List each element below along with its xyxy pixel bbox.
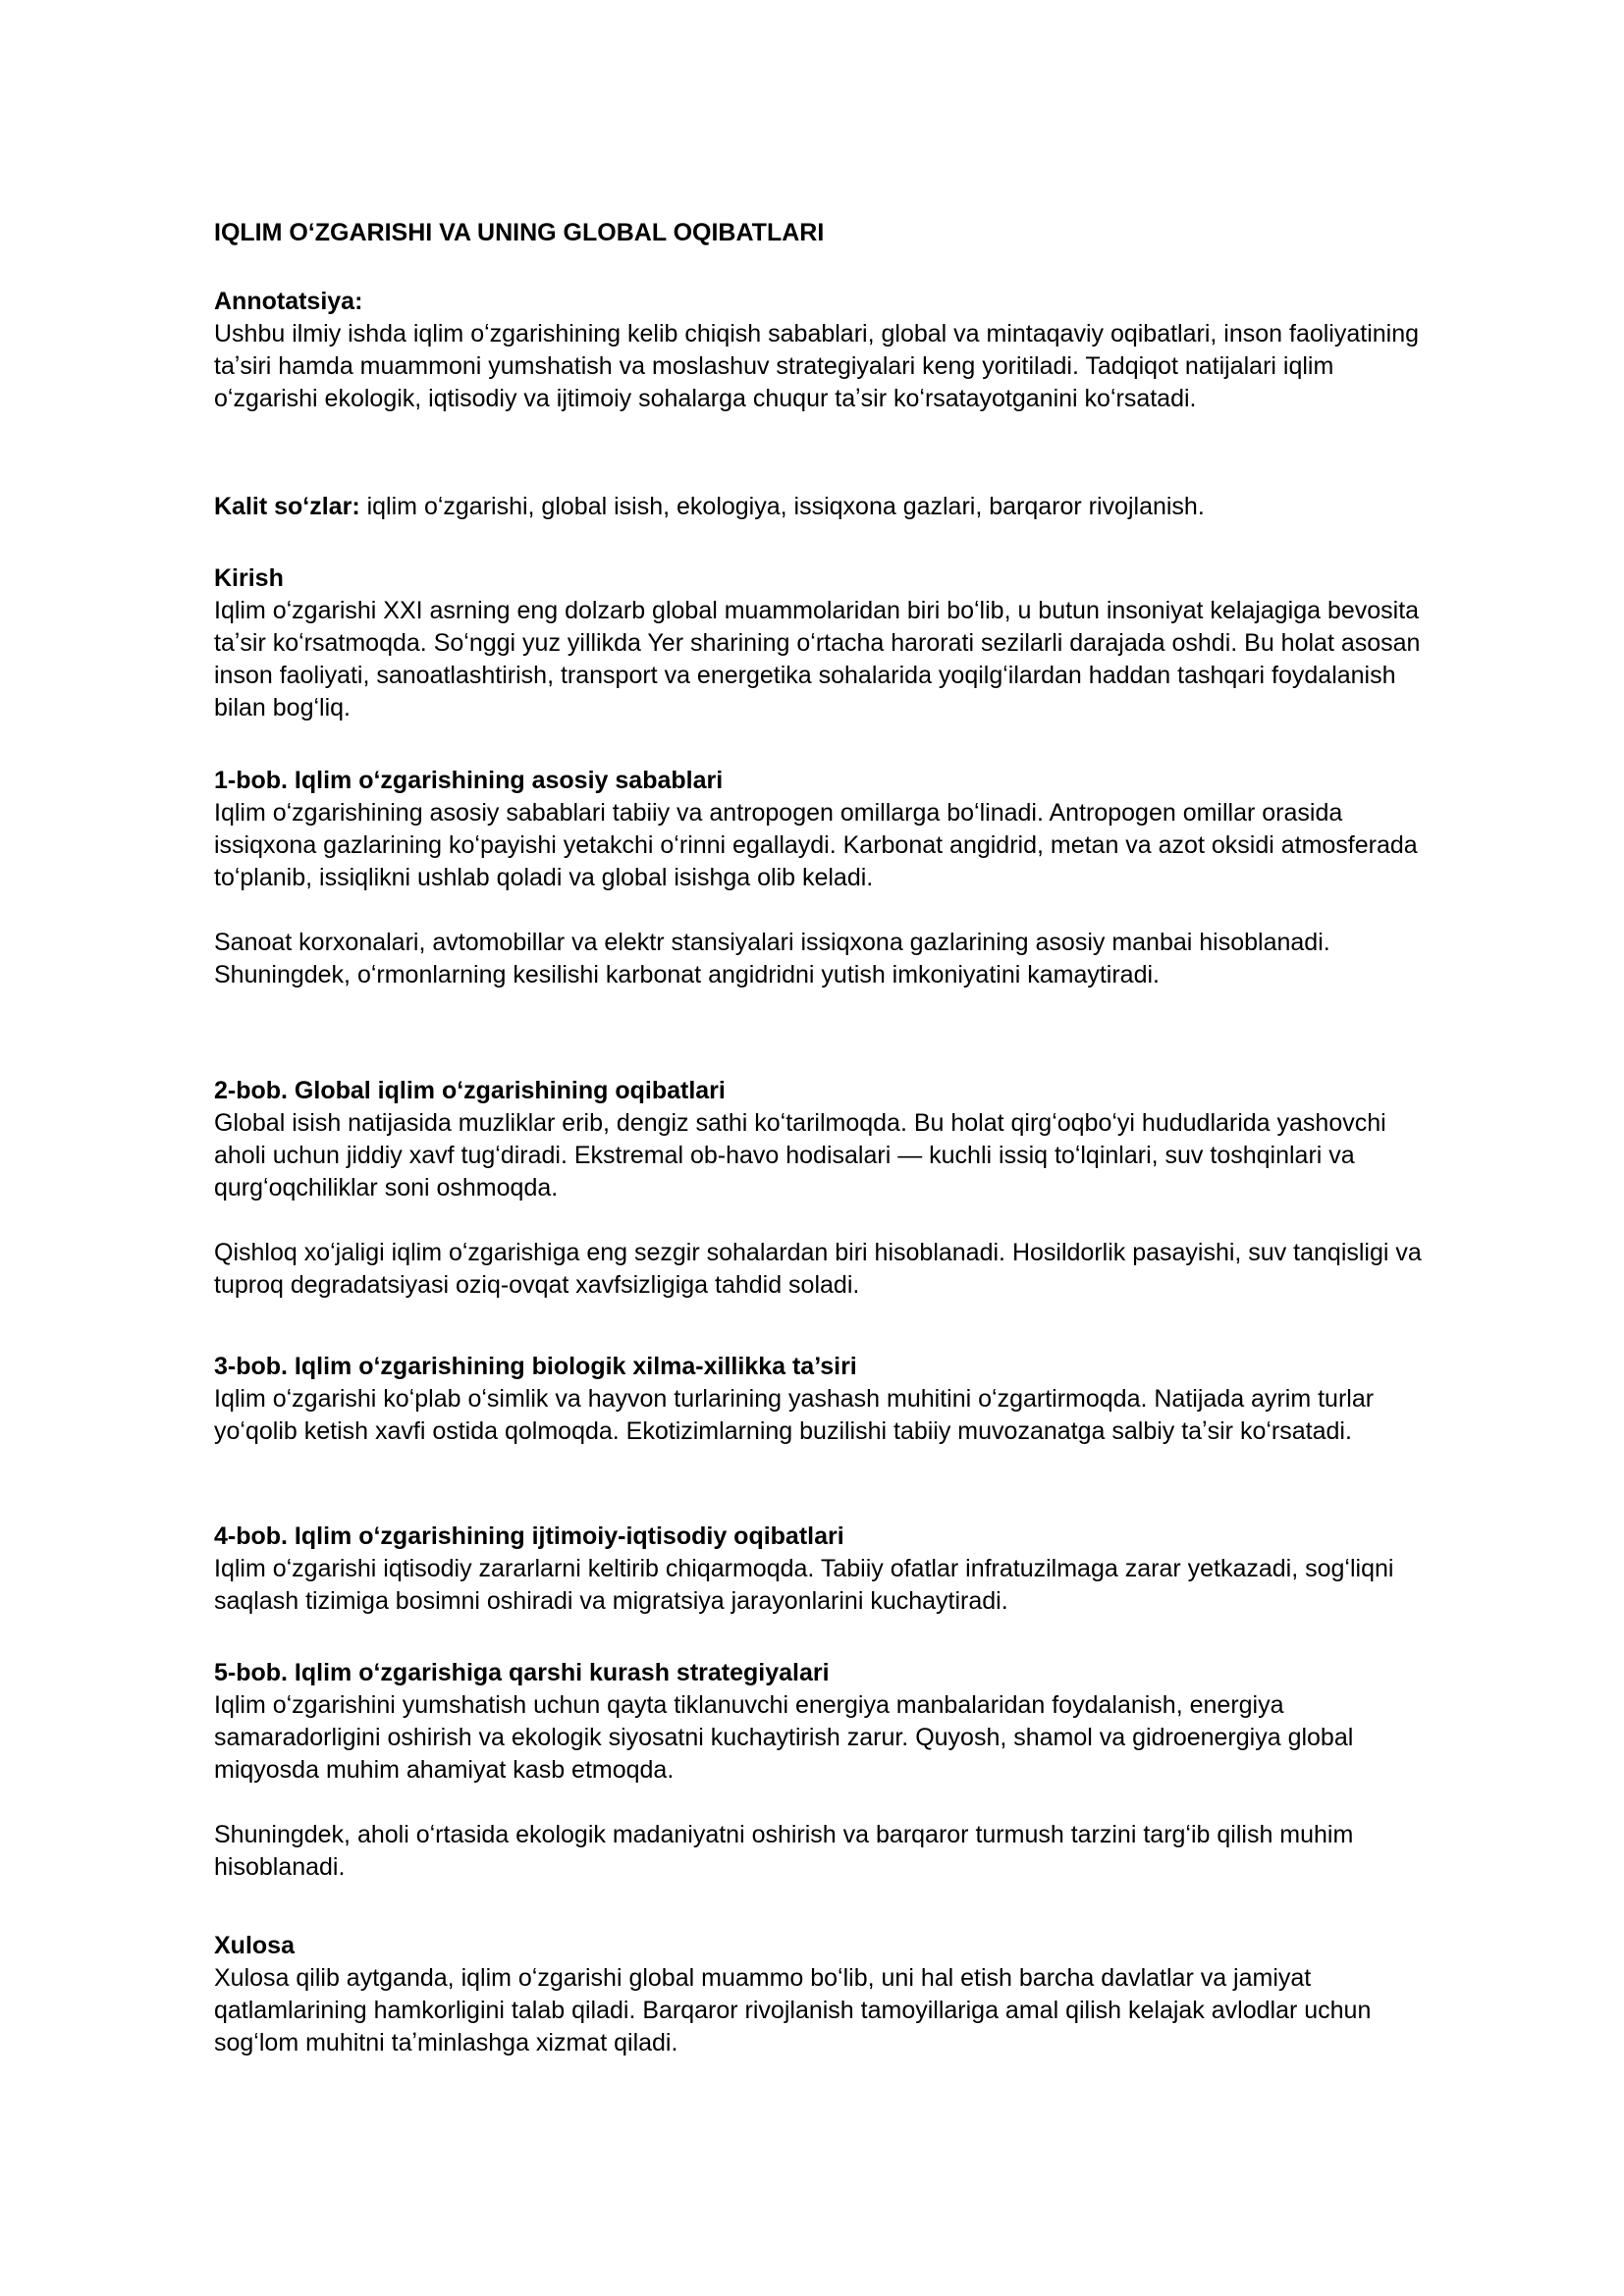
chapter3-section (214, 1350, 1432, 1448)
chapter5-heading: 5-bob. Iqlim o‘zgarishiga qarshi kurash strategiyalari (214, 1659, 830, 1686)
chapter1-heading: 1-bob. Iqlim o‘zgarishining asosiy sabablari (214, 767, 724, 794)
keywords-label: Kalit so‘zlar: (214, 493, 360, 520)
annotation-text: Ushbu ilmiy ishda iqlim oʻzgarishining kelib chiqish sabablari, global va mintaqaviy oqibatlari, inson faoliyatining taʼsiri hamda muammoni yumshatish va moslashuv strategiyalari keng yoritiladi. Tadqiqot natijalari iqlim oʻzgarishi ekologik, iqtisodiy va ijtimoiy sohalarga chuqur taʼsir koʻrsatayotganini koʻrsatadi. (214, 320, 1420, 412)
chapter2-paragraph-2: Qishloq xoʻjaligi iqlim oʻzgarishiga eng sezgir sohalardan biri hisoblanadi. Hosildorlik pasayishi, suv tanqisligi va tuproq degradatsiyasi oziq-ovqat xavfsizligiga tahdid soladi. (214, 1239, 1422, 1299)
keywords-text: iqlim oʻzgarishi, global isish, ekologiya, issiqxona gazlari, barqaror rivojlanish. (359, 493, 1205, 520)
chapter5-section (214, 1656, 1432, 1884)
chapter5-paragraph-1: Iqlim oʻzgarishini yumshatish uchun qayta tiklanuvchi energiya manbalaridan foydalanish, energiya samaradorligini oshirish va ekologik siyosatni kuchaytirish zarur. Quyosh, shamol va gidroenergiya global miqyosda muhim ahamiyat kasb etmoqda. (214, 1691, 1354, 1784)
keywords-paragraph (214, 491, 1432, 523)
conclusion-text: Xulosa qilib aytganda, iqlim oʻzgarishi global muammo boʻlib, uni hal etish barcha davlatlar va jamiyat qatlamlarining hamkorligini talab qiladi. Barqaror rivojlanish tamoyillariga amal qilish kelajak avlodlar uchun sogʻlom muhitni taʼminlashga xizmat qiladi. (214, 1964, 1372, 2056)
chapter4-paragraph-1: Iqlim oʻzgarishi iqtisodiy zararlarni keltirib chiqarmoqda. Tabiiy ofatlar infratuzilmaga zarar yetkazadi, sogʻliqni saqlash tizimiga bosimni oshiradi va migratsiya jarayonlarini kuchaytiradi. (214, 1555, 1394, 1615)
conclusion-heading: Xulosa (214, 1932, 295, 1959)
chapter3-paragraph-1: Iqlim oʻzgarishi koʻplab oʻsimlik va hayvon turlarining yashash muhitini oʻzgartirmoqda. Natijada ayrim turlar yoʻqolib ketish xavfi ostida qolmoqda. Ekotizimlarning buzilishi tabiiy muvozanatga salbiy taʼsir koʻrsatadi. (214, 1385, 1375, 1445)
chapter1-section (214, 764, 1432, 991)
intro-text: Iqlim oʻzgarishi XXI asrning eng dolzarb global muammolaridan biri boʻlib, u butun insoniyat kelajagiga bevosita taʼsir koʻrsatmoqda. Soʻnggi yuz yillikda Yer sharining oʻrtacha harorati sezilarli darajada oshdi. Bu holat asosan inson faoliyati, sanoatlashtirish, transport va energetika sohalarida yoqilgʻilardan haddan tashqari foydalanish bilan bogʻliq. (214, 597, 1421, 721)
chapter2-paragraph-1: Global isish natijasida muzliklar erib, dengiz sathi koʻtarilmoqda. Bu holat qirgʻoqboʻyi hududlarida yashovchi aholi uchun jiddiy xavf tugʻdiradi. Ekstremal ob-havo hodisalari — kuchli issiq toʻlqinlari, suv toshqinlari va qurgʻoqchiliklar soni oshmoqda. (214, 1109, 1386, 1201)
annotation-heading: Annotatsiya: (214, 288, 363, 315)
chapter1-paragraph-2: Sanoat korxonalari, avtomobillar va elektr stansiyalari issiqxona gazlarining asosiy manbai hisoblanadi. Shuningdek, oʻrmonlarning kesilishi karbonat angidridni yutish imkoniyatini kamaytiradi. (214, 929, 1330, 988)
intro-section (214, 561, 1432, 724)
keywords-section (214, 491, 1432, 523)
annotation-section (214, 285, 1432, 415)
intro-heading: Kirish (214, 564, 284, 592)
chapter4-section (214, 1520, 1432, 1618)
chapter2-section (214, 1074, 1432, 1302)
chapter2-heading: 2-bob. Global iqlim o‘zgarishining oqibatlari (214, 1077, 726, 1104)
chapter3-heading: 3-bob. Iqlim o‘zgarishining biologik xilma-xillikka ta’siri (214, 1353, 857, 1380)
chapter4-heading: 4-bob. Iqlim o‘zgarishining ijtimoiy-iqtisodiy oqibatlari (214, 1522, 844, 1550)
chapter1-paragraph-1: Iqlim oʻzgarishining asosiy sabablari tabiiy va antropogen omillarga boʻlinadi. Antropogen omillar orasida issiqxona gazlarining koʻpayishi yetakchi oʻrinni egallaydi. Karbonat angidrid, metan va azot oksidi atmosferada toʻplanib, issiqlikni ushlab qoladi va global isishga olib keladi. (214, 799, 1418, 891)
document-title: IQLIM O‘ZGARISHI VA UNING GLOBAL OQIBATLARI (214, 219, 825, 246)
conclusion-section (214, 1929, 1432, 2059)
chapter5-paragraph-2: Shuningdek, aholi oʻrtasida ekologik madaniyatni oshirish va barqaror turmush tarzini targʻib qilish muhim hisoblanadi. (214, 1821, 1354, 1881)
